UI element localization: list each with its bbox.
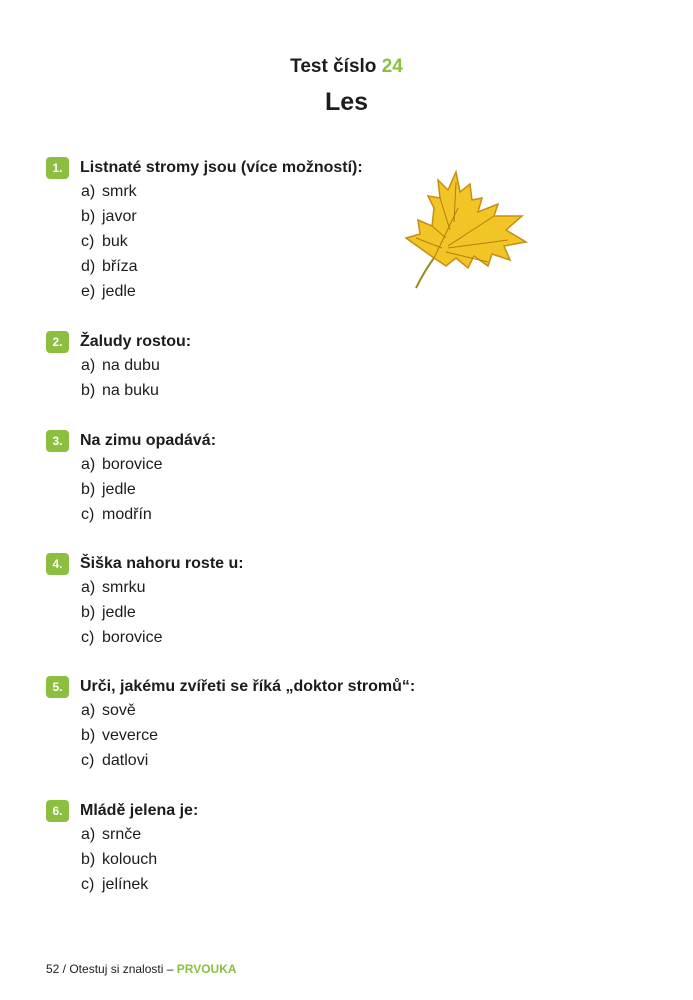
option-letter: c): [81, 876, 95, 893]
option-letter: a): [81, 826, 96, 843]
answer-option[interactable]: [81, 204, 363, 229]
footer-subject: PRVOUKA: [176, 962, 237, 976]
option-letter: c): [81, 506, 95, 523]
answer-option[interactable]: [81, 748, 415, 773]
question-text: Šiška nahoru roste u:: [80, 555, 244, 572]
answer-option[interactable]: [81, 600, 244, 625]
answer-option[interactable]: [81, 822, 198, 847]
option-letter: e): [81, 283, 96, 300]
question-number-badge: 4.: [46, 553, 69, 575]
option-letter: b): [81, 481, 96, 498]
option-letter: a): [81, 702, 96, 719]
answer-option[interactable]: [81, 452, 216, 477]
question-text: Urči, jakému zvířeti se říká „doktor stromů“:: [80, 678, 416, 695]
option-letter: b): [81, 851, 96, 868]
answer-option[interactable]: [81, 847, 198, 872]
question-number-badge: 6.: [46, 800, 69, 822]
question-3: [46, 430, 216, 527]
answer-option[interactable]: [81, 502, 216, 527]
option-letter: b): [81, 604, 96, 621]
question-number-badge: 1.: [46, 157, 69, 179]
answer-option[interactable]: [81, 477, 216, 502]
option-letter: c): [81, 233, 95, 250]
option-text: buk: [102, 233, 128, 250]
question-text: Žaludy rostou:: [80, 333, 192, 350]
option-text: na buku: [102, 382, 159, 399]
question-4: [46, 553, 244, 650]
option-letter: c): [81, 629, 95, 646]
option-text: veverce: [102, 727, 159, 744]
option-text: smrk: [102, 183, 137, 200]
page-title: Les: [324, 88, 369, 116]
answer-option[interactable]: [81, 625, 244, 650]
question-5: [46, 676, 415, 773]
test-label-text: Test číslo: [290, 56, 377, 77]
question-text: Listnaté stromy jsou (více možností):: [80, 159, 363, 176]
option-letter: b): [81, 727, 96, 744]
option-text: sově: [102, 702, 136, 719]
option-text: smrku: [102, 579, 146, 596]
answer-option[interactable]: [81, 254, 363, 279]
option-text: modřín: [102, 506, 152, 523]
answer-option[interactable]: [81, 229, 363, 254]
answer-option[interactable]: [81, 698, 415, 723]
question-number-badge: 3.: [46, 430, 69, 452]
answer-option[interactable]: [81, 353, 191, 378]
question-2: [46, 331, 191, 403]
option-letter: a): [81, 357, 96, 374]
option-letter: c): [81, 752, 95, 769]
option-text: srnče: [102, 826, 142, 843]
option-letter: d): [81, 258, 96, 275]
option-text: jelínek: [102, 876, 149, 893]
option-letter: a): [81, 456, 96, 473]
page-header: [0, 56, 693, 117]
question-number-badge: 2.: [46, 331, 69, 353]
option-text: borovice: [102, 629, 163, 646]
option-text: javor: [102, 208, 137, 225]
option-text: kolouch: [102, 851, 158, 868]
option-text: jedle: [102, 283, 136, 300]
question-6: [46, 800, 198, 897]
option-letter: a): [81, 183, 96, 200]
question-text: Mládě jelena je:: [80, 802, 199, 819]
answer-option[interactable]: [81, 723, 415, 748]
option-letter: b): [81, 382, 96, 399]
answer-option[interactable]: [81, 279, 363, 304]
option-text: jedle: [102, 604, 136, 621]
answer-option[interactable]: [81, 378, 191, 403]
answer-option[interactable]: [81, 179, 363, 204]
option-letter: b): [81, 208, 96, 225]
question-number-badge: 5.: [46, 676, 69, 698]
page-footer: [46, 962, 237, 976]
answer-option[interactable]: [81, 575, 244, 600]
test-label: [0, 56, 693, 78]
answer-option[interactable]: [81, 872, 198, 897]
option-text: datlovi: [102, 752, 149, 769]
option-text: jedle: [102, 481, 136, 498]
test-number: 24: [381, 56, 403, 77]
option-letter: a): [81, 579, 96, 596]
footer-page-info: 52 / Otestuj si znalosti –: [46, 962, 177, 976]
maple-leaf-icon: [398, 168, 530, 296]
option-text: borovice: [102, 456, 163, 473]
question-1: [46, 157, 363, 304]
option-text: bříza: [102, 258, 138, 275]
question-text: Na zimu opadává:: [80, 432, 217, 449]
option-text: na dubu: [102, 357, 160, 374]
